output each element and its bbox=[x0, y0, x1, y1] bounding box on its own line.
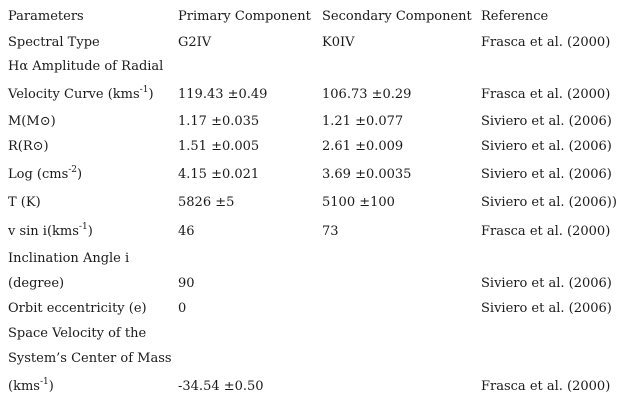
cell-parameter: T (K) bbox=[8, 195, 41, 210]
cell-primary: 119.43 ±0.49 bbox=[178, 87, 268, 102]
cell-secondary: 5100 ±100 bbox=[322, 195, 395, 210]
table-row bbox=[0, 85, 623, 105]
cell-primary: 0 bbox=[178, 301, 187, 316]
cell-primary: 90 bbox=[178, 276, 195, 291]
cell-parameter bbox=[8, 165, 82, 185]
cell-reference: Frasca et al. (2000) bbox=[481, 87, 611, 102]
cell-primary: 5826 ±5 bbox=[178, 195, 235, 210]
cell-parameter: Hα Amplitude of Radial bbox=[8, 59, 164, 74]
table-row bbox=[0, 349, 623, 369]
cell-secondary: 3.69 ±0.0035 bbox=[322, 167, 412, 182]
cell-reference: Siviero et al. (2006) bbox=[481, 139, 612, 154]
cell-reference: Siviero et al. (2006)) bbox=[481, 195, 617, 210]
cell-parameter: Spectral Type bbox=[8, 35, 100, 50]
cell-reference: Siviero et al. (2006) bbox=[481, 114, 612, 129]
cell-parameter bbox=[8, 377, 54, 397]
cell-primary: 1.51 ±0.005 bbox=[178, 139, 260, 154]
param-text: Log (cms bbox=[8, 167, 69, 182]
table-row bbox=[0, 57, 623, 77]
cell-secondary: 2.61 ±0.009 bbox=[322, 139, 404, 154]
cell-primary: -34.54 ±0.50 bbox=[178, 379, 264, 394]
table-row bbox=[0, 33, 623, 53]
table-row bbox=[0, 324, 623, 344]
table-row bbox=[0, 377, 623, 397]
table-row bbox=[0, 137, 623, 157]
cell-secondary: 73 bbox=[322, 224, 339, 239]
cell-primary: G2IV bbox=[178, 35, 212, 50]
cell-parameter: Inclination Angle i bbox=[8, 251, 130, 266]
table-header-row bbox=[0, 7, 623, 27]
cell-secondary: 106.73 ±0.29 bbox=[322, 87, 412, 102]
header-secondary-component: Secondary Component bbox=[322, 9, 472, 24]
param-suffix: ) bbox=[48, 379, 54, 394]
cell-parameter: R(R⊙) bbox=[8, 139, 49, 154]
param-suffix: ) bbox=[77, 167, 83, 182]
cell-primary: 46 bbox=[178, 224, 195, 239]
cell-reference: Frasca et al. (2000) bbox=[481, 35, 611, 50]
cell-reference: Frasca et al. (2000) bbox=[481, 224, 611, 239]
cell-parameter: Space Velocity of the bbox=[8, 326, 147, 341]
cell-parameter: (degree) bbox=[8, 276, 65, 291]
table-row bbox=[0, 222, 623, 242]
cell-primary: 4.15 ±0.021 bbox=[178, 167, 260, 182]
table-row bbox=[0, 112, 623, 132]
param-superscript: -1 bbox=[139, 85, 149, 95]
param-text: (kms bbox=[8, 379, 40, 394]
cell-parameter: M(M⊙) bbox=[8, 114, 56, 129]
cell-parameter bbox=[8, 222, 93, 242]
cell-reference: Siviero et al. (2006) bbox=[481, 301, 612, 316]
cell-parameter bbox=[8, 85, 154, 105]
cell-reference: Siviero et al. (2006) bbox=[481, 276, 612, 291]
header-parameters: Parameters bbox=[8, 9, 84, 24]
table-row bbox=[0, 274, 623, 294]
param-suffix: ) bbox=[148, 87, 154, 102]
cell-secondary: K0IV bbox=[322, 35, 355, 50]
param-superscript: -2 bbox=[68, 165, 78, 175]
param-text: Velocity Curve (kms bbox=[8, 87, 140, 102]
cell-parameter: System’s Center of Mass bbox=[8, 351, 172, 366]
cell-parameter: Orbit eccentricity (e) bbox=[8, 301, 147, 316]
cell-reference: Frasca et al. (2000) bbox=[481, 379, 611, 394]
table-row bbox=[0, 249, 623, 269]
param-suffix: ) bbox=[87, 224, 93, 239]
cell-primary: 1.17 ±0.035 bbox=[178, 114, 260, 129]
table-row bbox=[0, 165, 623, 185]
header-primary-component: Primary Component bbox=[178, 9, 311, 24]
cell-secondary: 1.21 ±0.077 bbox=[322, 114, 404, 129]
table-row bbox=[0, 193, 623, 213]
param-superscript: -1 bbox=[39, 377, 49, 387]
header-reference: Reference bbox=[481, 9, 549, 24]
cell-reference: Siviero et al. (2006) bbox=[481, 167, 612, 182]
param-superscript: -1 bbox=[78, 222, 88, 232]
table-row bbox=[0, 299, 623, 319]
param-text: v sin i(kms bbox=[8, 224, 79, 239]
